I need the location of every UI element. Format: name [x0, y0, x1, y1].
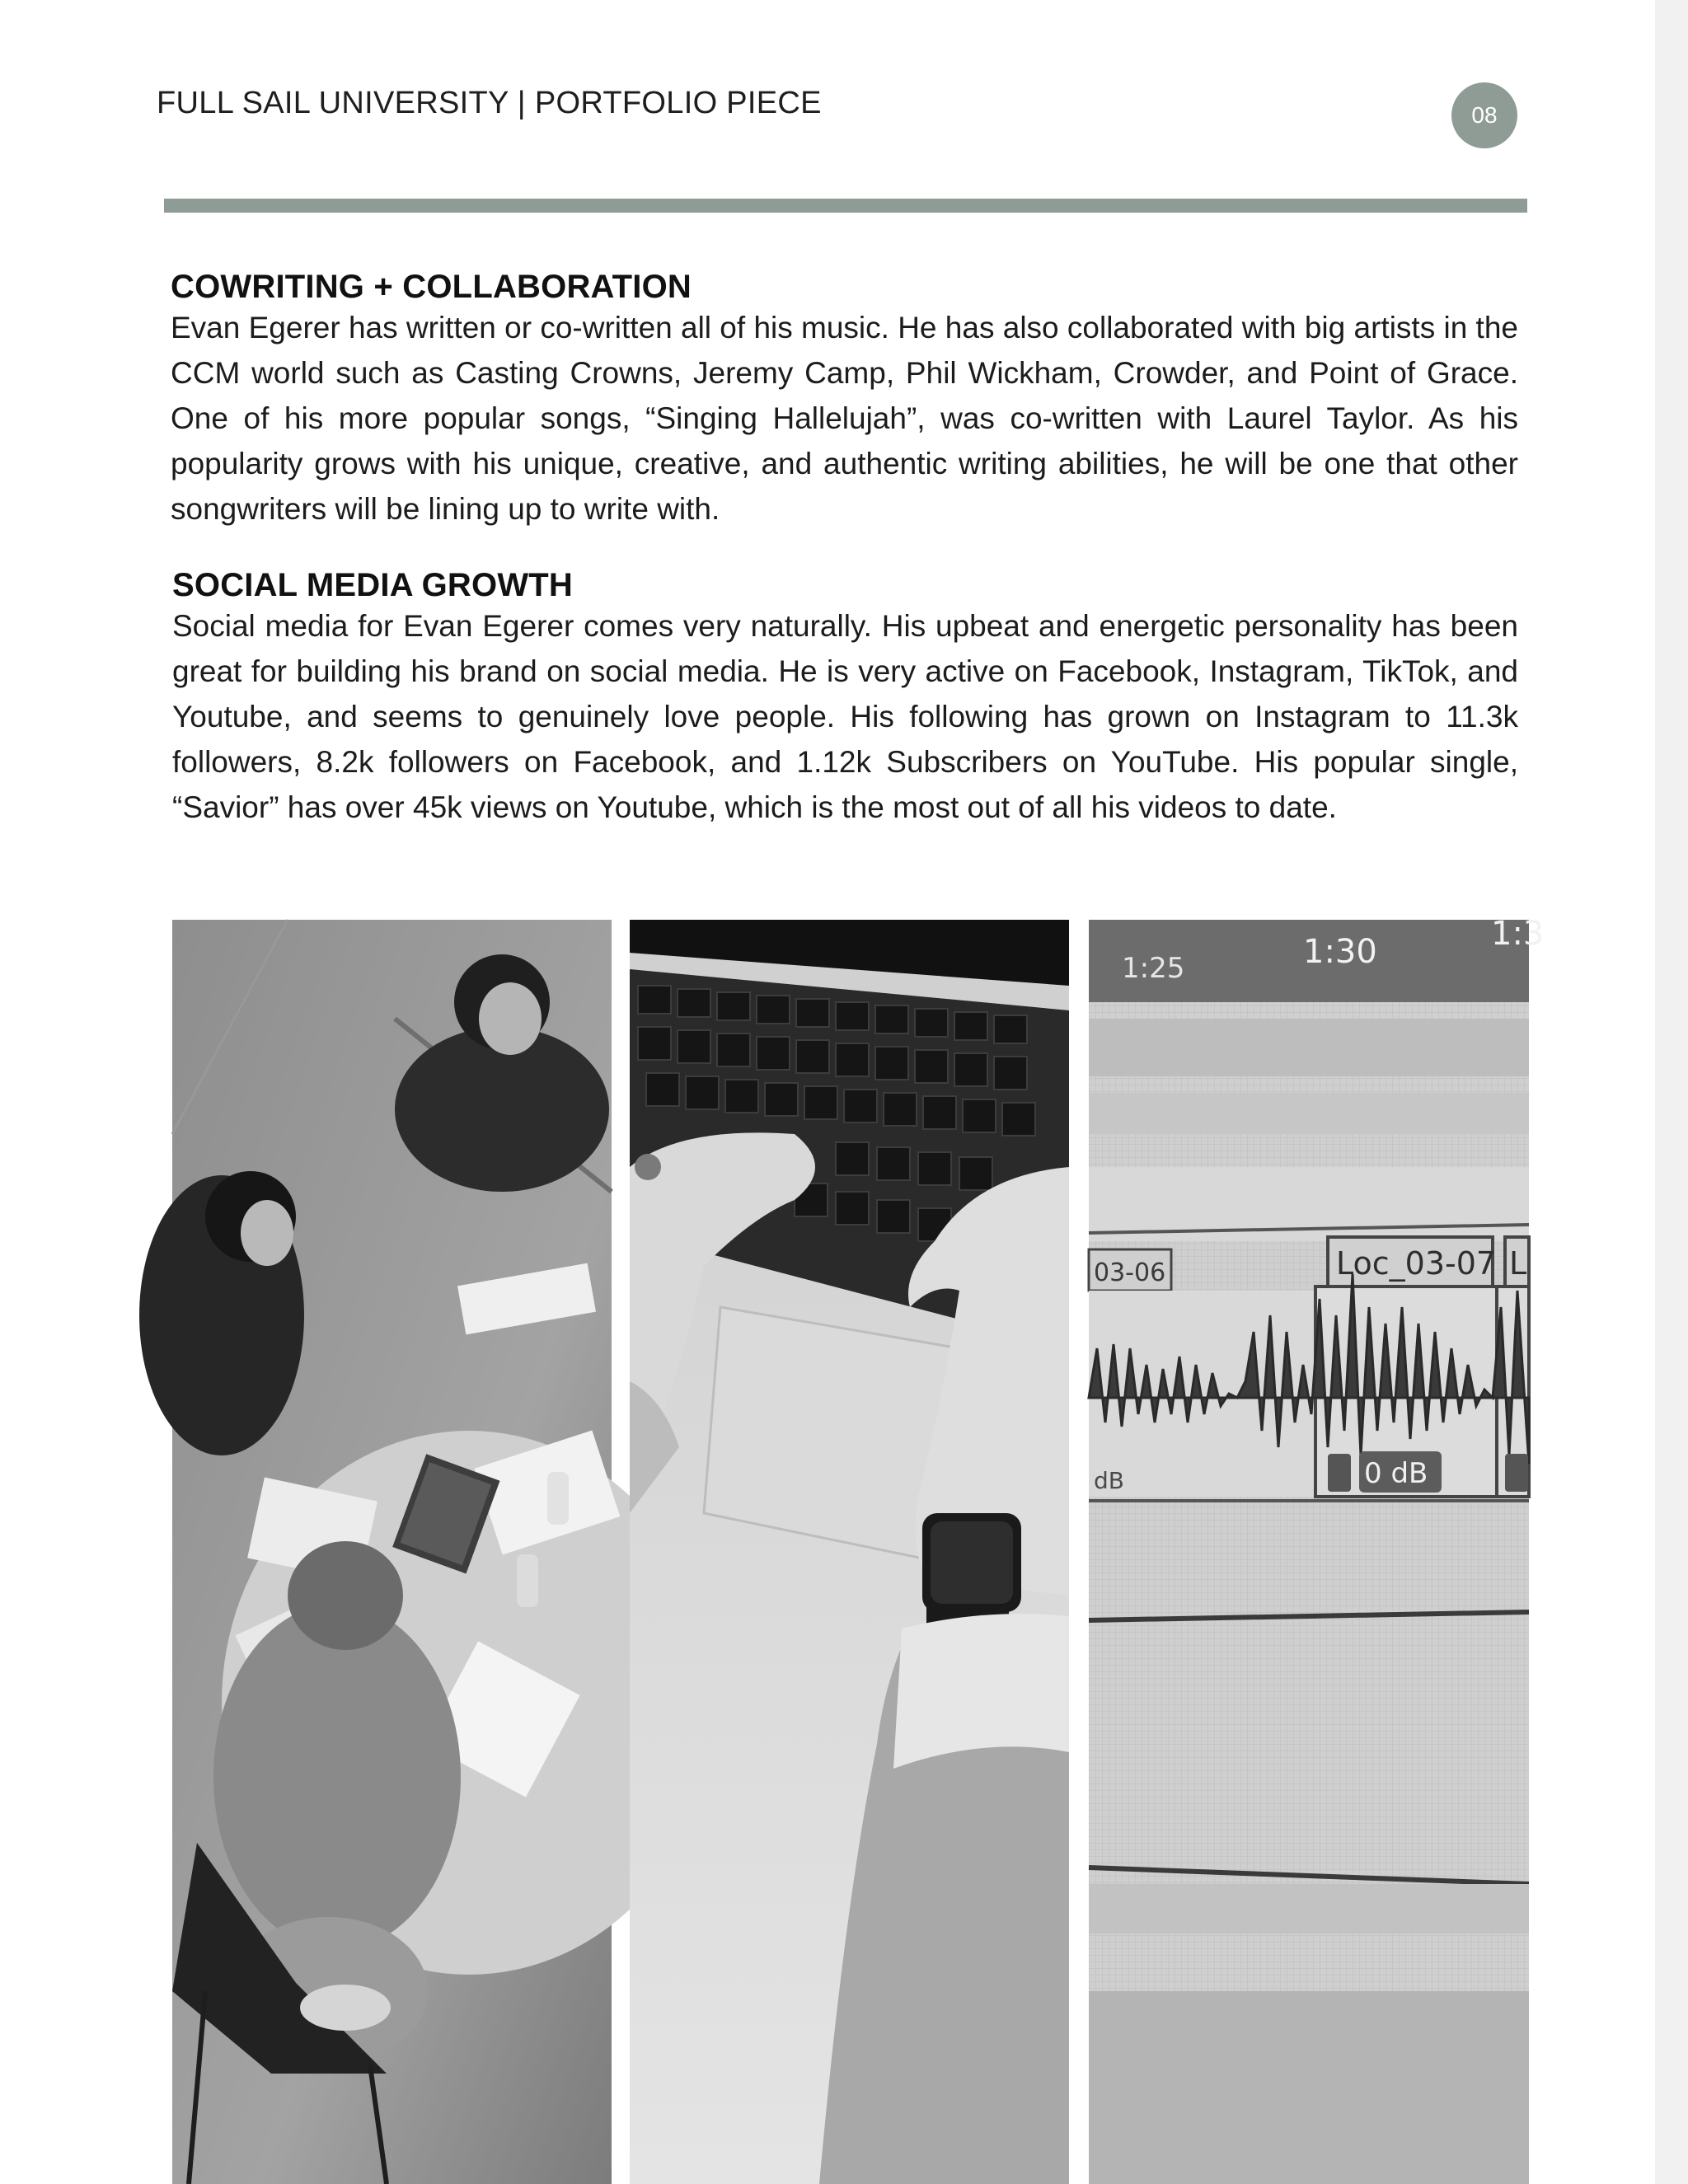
page-number-badge: 08 [1451, 82, 1517, 148]
section-heading: SOCIAL MEDIA GROWTH [172, 567, 574, 603]
daw-waveform-image [1089, 915, 1545, 2184]
section-social-media [172, 567, 1518, 830]
timeline-marker: 1:3 [1491, 915, 1545, 953]
photo-typing-laptop [630, 920, 1069, 2184]
photo-daw-waveform [1089, 915, 1545, 2184]
region-label: 03-06 [1094, 1258, 1166, 1287]
gain-label: 0 dB [1364, 1457, 1428, 1490]
photo-group-collaboration [172, 920, 612, 2184]
header-divider [164, 199, 1527, 213]
region-label: L [1509, 1245, 1527, 1282]
gain-label: dB [1094, 1467, 1124, 1494]
page-edge-shade [1655, 0, 1688, 2184]
timeline-marker: 1:25 [1122, 952, 1185, 985]
section-body: Social media for Evan Egerer comes very naturally. His upbeat and energetic personality has been great for building his brand on social media. He is very active on Facebook, Instagram, TikTok, and Youtube, and seems to genuinely love people. His following has grown on Instagram to 11.3k followers, 8.2k followers on Facebook, and 1.12k Subscribers on YouTube. His popular single, “Savior” has over 45k views on Youtube, which is the most out of all his videos to date. [172, 609, 1518, 824]
region-label: Loc_03-07 [1336, 1245, 1497, 1282]
section-cowriting [171, 269, 1518, 532]
group-study-image [172, 920, 612, 2184]
section-body: Evan Egerer has written or co-written all of his music. He has also collaborated with big artists in the CCM world such as Casting Crowns, Jeremy Camp, Phil Wickham, Crowder, and Point of Grace. One of his more popular songs, “Singing Hallelujah”, was co-written with Laurel Taylor. As his popularity grows with his unique, creative, and authentic writing abilities, he will be one that other songwriters will be lining up to write with. [171, 311, 1518, 526]
laptop-typing-image [630, 920, 1069, 2184]
timeline-marker: 1:30 [1303, 933, 1377, 971]
header-title: FULL SAIL UNIVERSITY | PORTFOLIO PIECE [157, 86, 822, 120]
section-heading: COWRITING + COLLABORATION [171, 269, 692, 305]
